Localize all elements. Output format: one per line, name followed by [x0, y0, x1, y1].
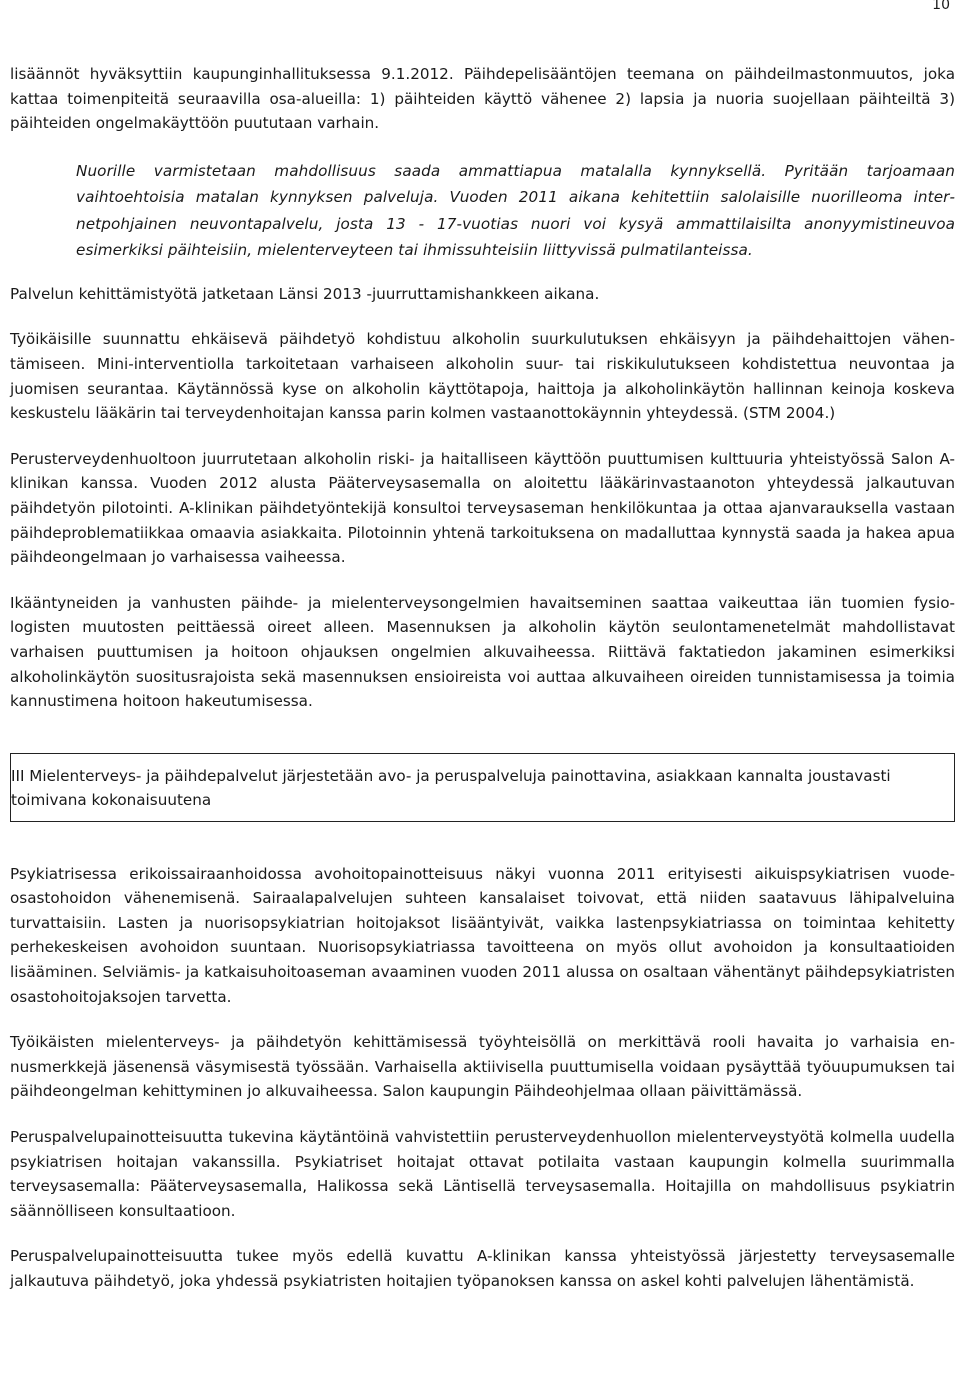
paragraph-psychiatric-nurses: Peruspalvelupainotteisuutta tukevina käytäntöinä vahvistettiin perusterveydenhuollon mielenterveystyötä kolmella uudella psykiatrisen hoitajan vakanssilla. Psykiatriset hoitajat ottavat potilaita vastaan kaupungin kolmella suurimmalla terveysasemalla: Pääterveysasemalla, Halikossa sekä Läntisellä terveysasemalla. Hoitajilla on mahdollisuus psykiatrin säännölliseen konsultaatioon.: [10, 1128, 955, 1220]
paragraph-workplace-mental-health: Työikäisten mielenterveys- ja päihdetyön kehittämisessä työyhteisöllä on merkittävä rooli havaita jo varhaisia ennusmerkkejä jäsenensä väsymisestä työssään. Varhaisella aktiivisella puuttumisella voidaan pysäyttää työuupumuksen tai päihdeongelman kehittyminen jo alkuvaiheessa. Salon kaupungin Päihdeohjelmaa ollaan päivittämässä.: [10, 1033, 955, 1101]
paragraph-psychiatric-care: Psykiatrisessa erikoissairaanhoidossa avohoitopainotteisuus näkyi vuonna 2011 erityisesti aikuispsykiatrisen vuodeosastohoidon vähenemisenä. Sairaalapalvelujen suhteen kansalaiset toivovat, että niiden saatavuus lähipalveluina turvattaisiin. Lasten ja nuorisopsykiatrian hoitojaksot lisääntyivät, vaikka lastenpsykiatriassa on toimintaa kehitetty perhekeskeisen avohoidon suuntaan. Nuorisopsykiatriassa tavoitteena on myös ollut avohoidon ja konsultaatioiden lisääminen. Selviämis- ja katkaisuhoitoaseman avaaminen vuoden 2011 alussa on osaltaan vähentänyt päihdepsykiatristen osastohoitojaksojen tarvetta.: [10, 864, 955, 1006]
section-heading-text: III Mielenterveys- ja päihdepalvelut järjestetään avo- ja peruspalveluja painottavina, asiakkaan kannalta joustavasti toimivana kokonaisuutena: [11, 766, 891, 809]
document-body: [10, 62, 955, 1315]
paragraph-lansi-project: Palvelun kehittämistyötä jatketaan Länsi 2013 -juurruttamishankkeen aikana.: [10, 284, 600, 303]
paragraph-youth-services-italic: Nuorille varmistetaan mahdollisuus saada ammattiapua matalalla kynnyksellä. Pyritään tarjoamaan vaihtoehtoisia matalan kynnyksen palveluja. Vuoden 2011 aikana kehitettiin salolaisille nuorilleoma internetpohjainen neuvontapalvelu, josta 13 - 17-vuotias nuori voi kysyä ammattilaisilta anonyymistineuvoa esimerkiksi päihteisiin, mielenterveyteen tai ihmissuhteisiin liittyvissä pulmatilanteissa.: [76, 161, 955, 260]
paragraph-outreach-substance-work: Peruspalvelupainotteisuutta tukee myös edellä kuvattu A-klinikan kanssa yhteistyössä järjestetty terveysasemalle jalkautuva päihdetyö, joka yhdessä psykiatristen hoitajien työpanoksen kanssa on askel kohti palvelujen lähentämistä.: [10, 1247, 955, 1290]
page-number: 10: [932, 0, 950, 13]
paragraph-substance-rules: lisäännöt hyväksyttiin kaupunginhallituksessa 9.1.2012. Päihdepelisääntöjen teemana on päihdeilmastonmuutos, joka kattaa toimenpiteitä seuraavilla osa-alueilla: 1) päihteiden käyttö vähenee 2) lapsia ja nuoria suojellaan päihteiltä 3) päihteiden ongelmakäyttöön puututaan varhain.: [10, 65, 955, 133]
paragraph-primary-care-alcohol: Perusterveydenhuoltoon juurrutetaan alkoholin riski- ja haitalliseen käyttöön puuttumisen kulttuuria yhteistyössä Salon A-klinikan kanssa. Vuoden 2012 alusta Pääterveysasemalla on aloitettu lääkärinvastaanoton yhteydessä jalkautuvan päihdetyön pilotointi. A-klinikan päihdetyöntekijä konsultoi terveysaseman henkilökuntaa ja ottaa ajanvarauksella vastaan päihdeproblematiikkaa omaavia asiakkaita. Pilotoinnin yhtenä tarkoituksena on madalluttaa kynnystä saada ja hakea apua päihdeongelmaan jo varhaisessa vaiheessa.: [10, 449, 955, 567]
paragraph-working-age-prevention: Työikäisille suunnattu ehkäisevä päihdetyö kohdistuu alkoholin suurkulutuksen ehkäisyyn ja päihdehaittojen vähentämiseen. Mini-interventiolla tarkoitetaan varhaiseen alkoholin suur- tai riskikulutukseen kohdistettua neuvontaa ja juomisen seurantaa. Käytännössä kyse on alkoholin käyttötapoja, haittoja ja alkoholinkäytön hallinnan keinoja koskeva keskustelu lääkärin tai terveydenhoitajan kanssa parin kolmen vastaanottokäynnin yhteydessä. (STM 2004.): [10, 330, 955, 423]
paragraph-elderly-substance: Ikääntyneiden ja vanhusten päihde- ja mielenterveysongelmien havaitseminen saattaa vaikeuttaa iän tuomien fysiologisten muutosten peittäessä oireet alleen. Masennuksen ja alkoholin käytön seulontamenetelmät mahdollistavat varhaisen puuttumisen ja hoitoon ohjauksen ongelmien alkuvaiheessa. Riittävä faktatiedon jakaminen esimerkiksi alkoholinkäytön suositusrajoista sekä masennuksen ensioireista voi auttaa alkuvaiheen oireiden tunnistamisessa ja toimia kannustimena hoitoon hakeutumisessa.: [10, 593, 955, 711]
boxed-section-heading: [10, 753, 955, 822]
